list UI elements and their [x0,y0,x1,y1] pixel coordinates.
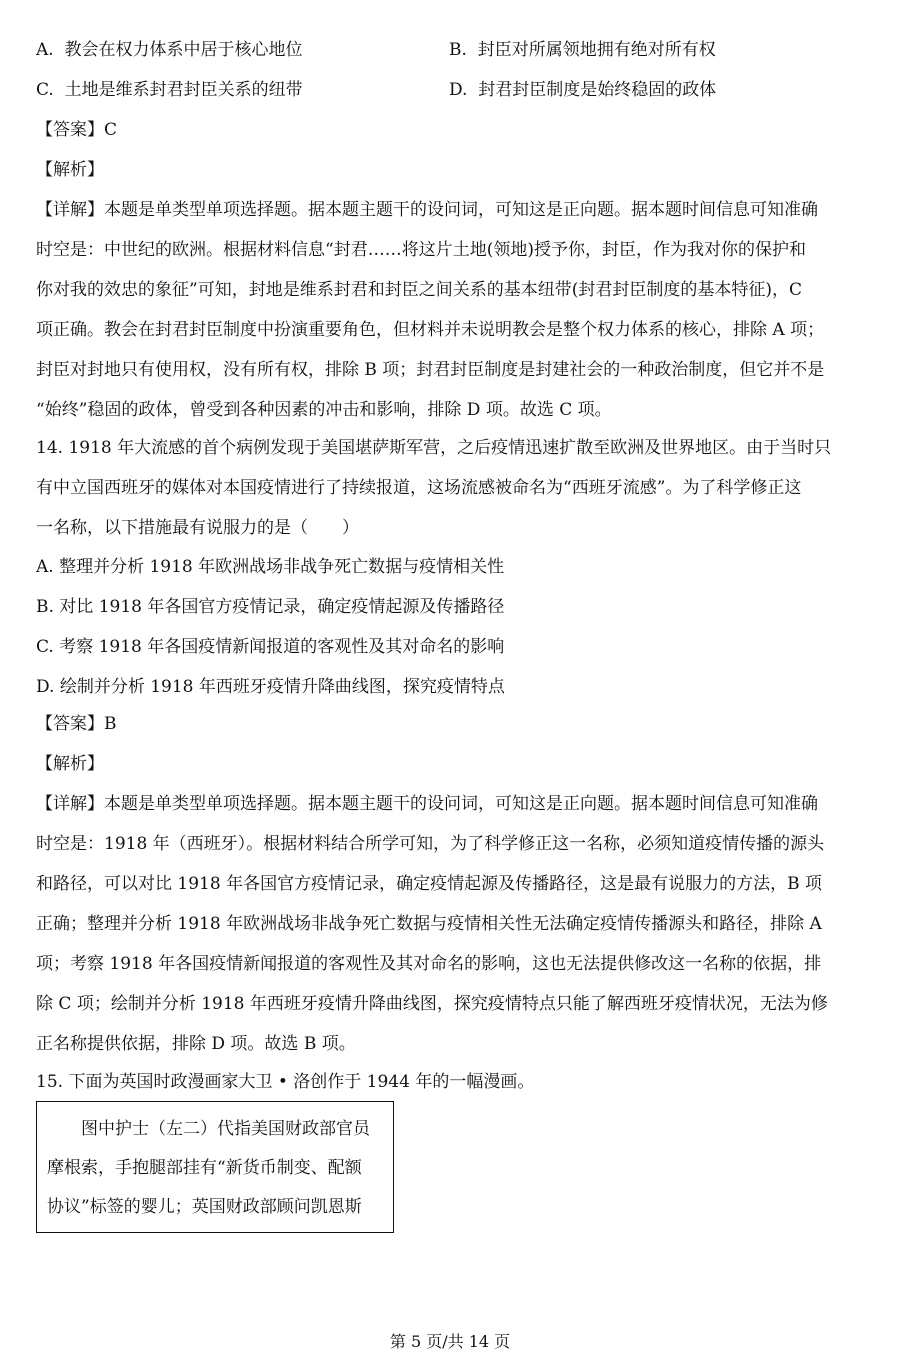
q13-analysis-label: 【解析】 [36,160,104,180]
q13-options [36,38,856,118]
q13-option-c: C. 土地是维系封君封臣关系的纽带 [36,80,303,100]
cartoon-description-line: 协议”标签的婴儿；英国财政部顾问凯恩斯 [47,1197,362,1217]
q13-detail-line: 你对我的效忠的象征”可知，封地是维系封君和封臣之间关系的基本纽带(封君封臣制度的基本特征)，C [36,280,802,300]
q14-detail-line: 时空是：1918 年（西班牙）。根据材料结合所学可知，为了科学修正这一名称，必须知道疫情传播的源头 [36,834,825,854]
q13-detail-line: 时空是：中世纪的欧洲。根据材料信息“封君……将这片土地(领地)授予你，封臣，作为我对你的保护和 [36,240,806,260]
q14-detail-line: 和路径，可以对比 1918 年各国官方疫情记录，确定疫情起源及传播路径，这是最有说服力的方法，B 项 [36,874,822,894]
q14-detail-line: 项；考察 1918 年各国疫情新闻报道的客观性及其对命名的影响，这也无法提供修改这一名称的依据，排 [36,954,822,974]
cartoon-description-box [36,1101,394,1233]
q14-option-b: B. 对比 1918 年各国官方疫情记录，确定疫情起源及传播路径 [36,597,505,617]
q13-options-row-2 [36,78,856,118]
cartoon-description-line: 摩根索，手抱腿部挂有“新货币制变、配额 [47,1158,362,1178]
q14-option-d: D. 绘制并分析 1918 年西班牙疫情升降曲线图，探究疫情特点 [36,677,505,697]
q14-detail [36,784,856,1064]
q14-options [36,547,856,707]
q13-options-row-1 [36,38,856,78]
q14-stem [36,428,856,548]
q13-detail-line: “始终”稳固的政体，曾受到各种因素的冲击和影响，排除 D 项。故选 C 项。 [36,400,612,420]
q13-detail [36,190,856,430]
q14-stem-line: 一名称，以下措施最有说服力的是（ ） [36,518,359,538]
q14-stem-line: 有中立国西班牙的媒体对本国疫情进行了持续报道，这场流感被命名为“西班牙流感”。为了科学修正这 [36,478,802,498]
page-footer: 第 5 页/共 14 页 [389,1332,511,1351]
q15-stem: 15. 下面为英国时政漫画家大卫 • 洛创作于 1944 年的一幅漫画。 [36,1072,535,1092]
q14-option-a: A. 整理并分析 1918 年欧洲战场非战争死亡数据与疫情相关性 [36,557,505,577]
q13-answer: 【答案】C [36,120,118,140]
q14-answer: 【答案】B [36,714,117,734]
q14-detail-line: 除 C 项；绘制并分析 1918 年西班牙疫情升降曲线图，探究疫情特点只能了解西班牙疫情状况，无法为修 [36,994,828,1014]
q13-option-b: B. 封臣对所属领地拥有绝对所有权 [449,40,716,60]
q13-detail-line: 封臣对封地只有使用权，没有所有权，排除 B 项；封君封臣制度是封建社会的一种政治制度，但它并不是 [36,360,825,380]
q14-stem-line: 14. 1918 年大流感的首个病例发现于美国堪萨斯军营，之后疫情迅速扩散至欧洲及世界地区。由于当时只 [36,438,832,458]
q14-analysis-label: 【解析】 [36,754,104,774]
q13-option-d: D. 封君封臣制度是始终稳固的政体 [449,80,717,100]
q14-detail-line: 正名称提供依据，排除 D 项。故选 B 项。 [36,1034,356,1054]
cartoon-description-line: 图中护士（左二）代指美国财政部官员 [47,1119,370,1139]
q14-option-c: C. 考察 1918 年各国疫情新闻报道的客观性及其对命名的影响 [36,637,505,657]
q14-detail-line: 【详解】本题是单类型单项选择题。据本题主题干的设问词，可知这是正向题。据本题时间信息可知准确 [36,794,818,814]
q13-detail-line: 项正确。教会在封君封臣制度中扮演重要角色，但材料并未说明教会是整个权力体系的核心，排除 A 项； [36,320,825,340]
q14-detail-line: 正确；整理并分析 1918 年欧洲战场非战争死亡数据与疫情相关性无法确定疫情传播源头和路径，排除 A [36,914,822,934]
q13-detail-line: 【详解】本题是单类型单项选择题。据本题主题干的设问词，可知这是正向题。据本题时间信息可知准确 [36,200,818,220]
q13-option-a: A. 教会在权力体系中居于核心地位 [36,40,303,60]
